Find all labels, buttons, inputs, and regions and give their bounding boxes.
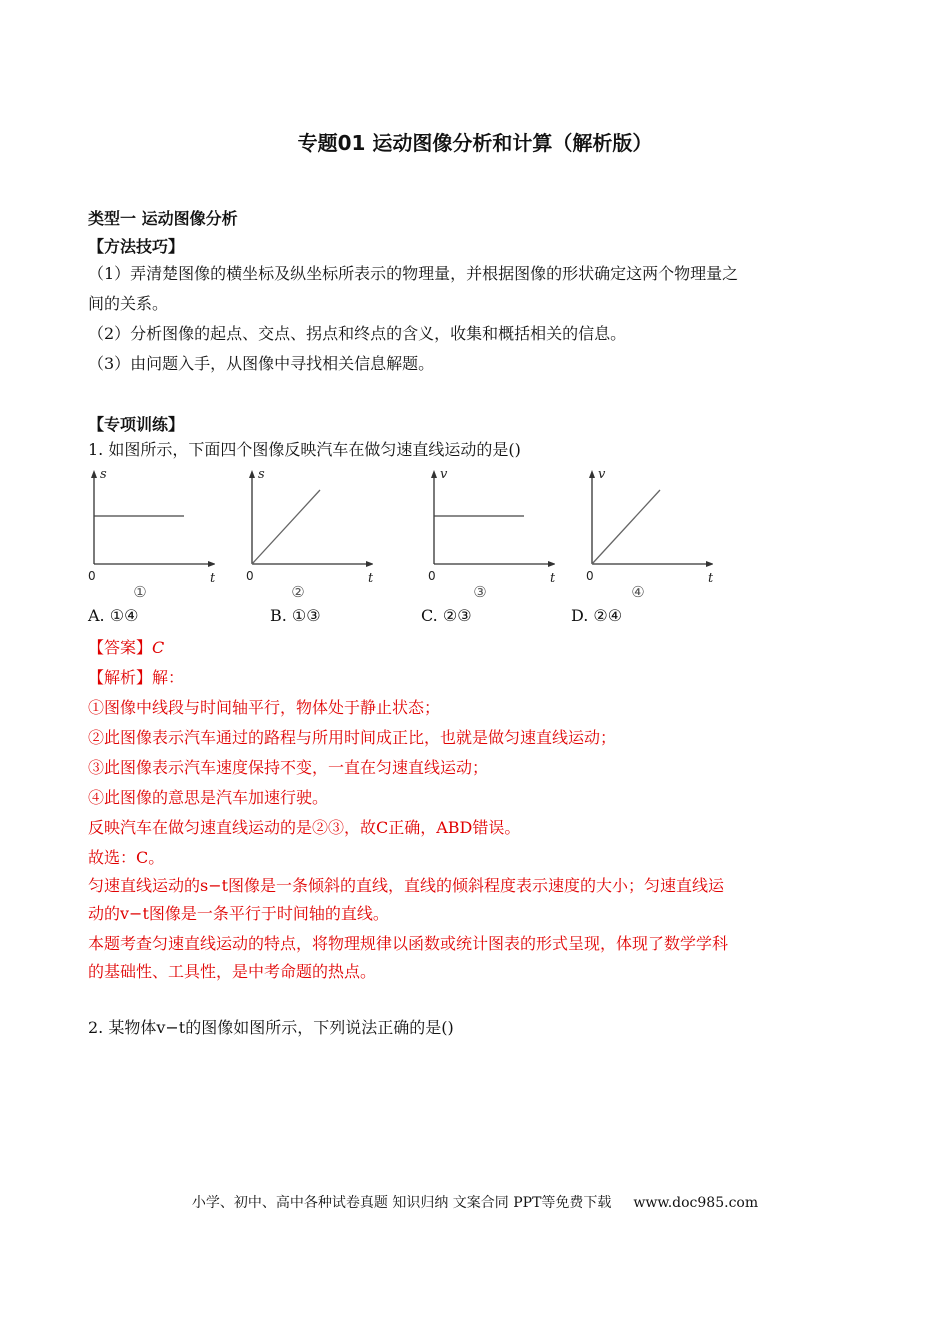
x-axis-arrow <box>208 561 215 567</box>
answer-label: 【答案】 <box>88 638 153 657</box>
graph-3 <box>420 464 555 600</box>
graph-line <box>592 490 660 564</box>
page-title: 专题01 运动图像分析和计算（解析版） <box>297 131 653 155</box>
analysis-text: ①图像中线段与时间轴平行，物体处于静止状态； <box>88 698 441 717</box>
training-heading: 【专项训练】 <box>88 415 185 434</box>
x-axis-arrow <box>706 561 713 567</box>
x-axis-label: t <box>550 571 555 586</box>
answer-value: C <box>152 638 165 657</box>
analysis-text: ④此图像的意思是汽车加速行驶。 <box>88 788 329 807</box>
graph-number: ③ <box>473 583 487 600</box>
origin-label: 0 <box>586 569 594 583</box>
analysis-line <box>88 663 184 693</box>
y-axis-label: v <box>598 467 606 482</box>
y-axis-arrow <box>249 470 255 478</box>
option-a: A. ①④ <box>88 606 139 625</box>
answer-line <box>88 633 164 663</box>
y-axis-arrow <box>589 470 595 478</box>
question-1-stem: 1. 如图所示，下面四个图像反映汽车在做匀速直线运动的是() <box>88 440 521 459</box>
analysis-start: 解： <box>152 668 185 687</box>
x-axis-label: t <box>368 571 373 586</box>
method-item: （3）由问题入手，从图像中寻找相关信息解题。 <box>88 354 435 373</box>
footer-text: 小学、初中、高中各种试卷真题 知识归纳 文案合同 PPT等免费下载 <box>191 1195 612 1211</box>
y-axis-label: s <box>258 467 265 482</box>
question-2-stem: 2. 某物体v−t的图像如图所示，下列说法正确的是() <box>88 1018 454 1037</box>
method-heading: 【方法技巧】 <box>88 237 185 256</box>
graph-line <box>252 490 320 564</box>
method-item: 间的关系。 <box>88 294 169 313</box>
section-heading: 类型一 运动图像分析 <box>88 209 238 228</box>
origin-label: 0 <box>246 569 254 583</box>
graph-number: ② <box>291 583 305 600</box>
analysis-text: ③此图像表示汽车速度保持不变，一直在匀速直线运动； <box>88 758 489 777</box>
option-b: B. ①③ <box>270 606 321 625</box>
analysis-text: 反映汽车在做匀速直线运动的是②③，故C正确，ABD错误。 <box>88 818 521 837</box>
y-axis-arrow <box>91 470 97 478</box>
analysis-text: 本题考查匀速直线运动的特点，将物理规律以函数或统计图表的形式呈现，体现了数学学科 <box>88 934 729 953</box>
method-item: （1）弄清楚图像的横坐标及纵坐标所表示的物理量，并根据图像的形状确定这两个物理量之 <box>88 264 739 283</box>
graph-number: ① <box>133 583 147 600</box>
analysis-text: 匀速直线运动的s−t图像是一条倾斜的直线，直线的倾斜程度表示速度的大小；匀速直线运 <box>88 876 725 895</box>
footer-url: www.doc985.com <box>633 1195 759 1211</box>
analysis-text: 动的v−t图像是一条平行于时间轴的直线。 <box>88 904 389 923</box>
analysis-text: ②此图像表示汽车通过的路程与所用时间成正比，也就是做匀速直线运动； <box>88 728 617 747</box>
y-axis-label: s <box>100 467 107 482</box>
x-axis-arrow <box>548 561 555 567</box>
option-d: D. ②④ <box>571 606 623 625</box>
method-item: （2）分析图像的起点、交点、拐点和终点的含义，收集和概括相关的信息。 <box>88 324 627 343</box>
option-c: C. ②③ <box>421 606 472 625</box>
graph-4 <box>578 464 713 600</box>
graph-number: ④ <box>631 583 645 600</box>
analysis-label: 【解析】 <box>88 668 153 687</box>
x-axis-arrow <box>366 561 373 567</box>
x-axis-label: t <box>708 571 713 586</box>
origin-label: 0 <box>428 569 436 583</box>
origin-label: 0 <box>88 569 96 583</box>
y-axis-arrow <box>431 470 437 478</box>
graph-2 <box>238 464 373 600</box>
analysis-text: 的基础性、工具性，是中考命题的热点。 <box>88 962 377 981</box>
analysis-text: 故选：C。 <box>88 848 165 867</box>
x-axis-label: t <box>210 571 215 586</box>
graph-1 <box>80 464 215 600</box>
footer <box>0 1192 950 1212</box>
y-axis-label: v <box>440 467 448 482</box>
